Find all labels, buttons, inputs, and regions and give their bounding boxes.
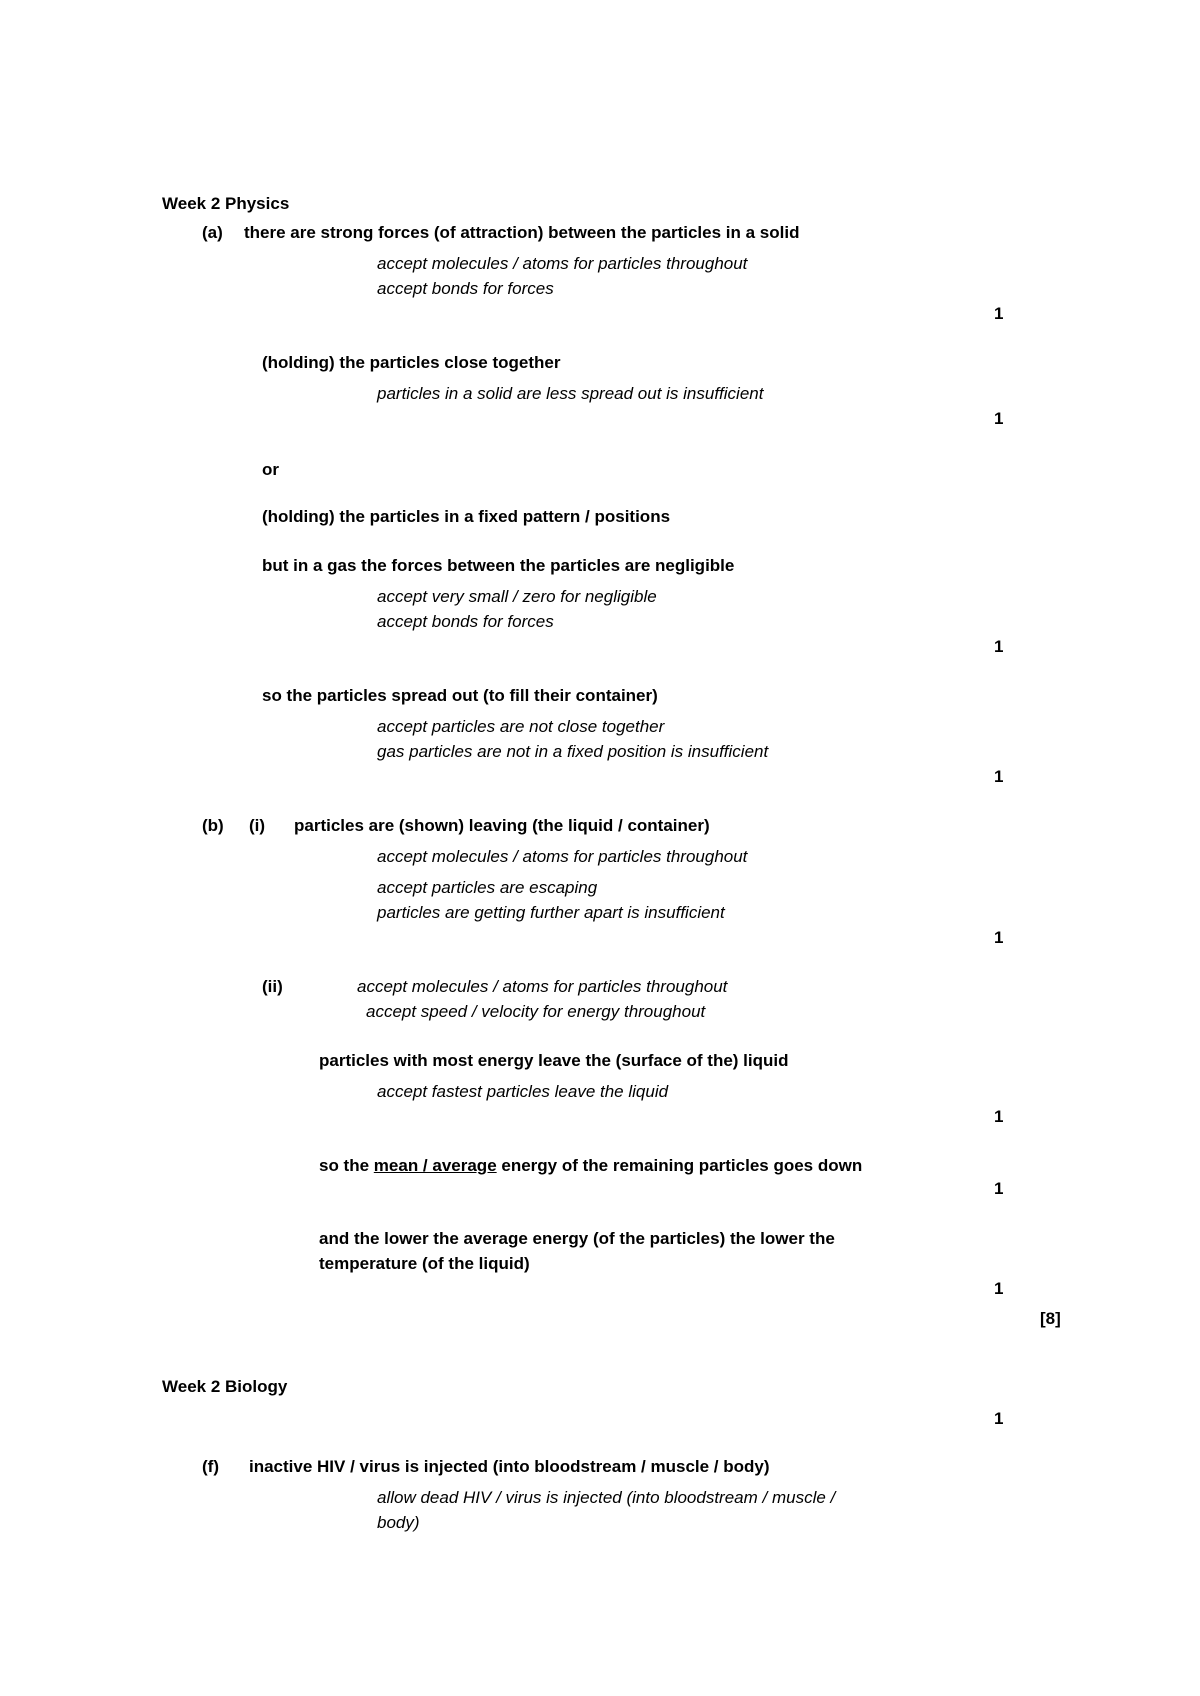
spread-out-answer: so the particles spread out (to fill their container) (262, 686, 658, 705)
gas-note-2: accept bonds for forces (377, 612, 554, 631)
part-b-ii-note-1: accept molecules / atoms for particles throughout (357, 977, 728, 996)
mean-energy-answer (319, 1157, 862, 1174)
mark-2: 1 (994, 409, 1004, 428)
mark-3: 1 (994, 637, 1004, 656)
part-b-i-note-2: accept particles are escaping (377, 878, 598, 897)
mean-prefix: so the (319, 1156, 374, 1175)
lower-energy-line-2: temperature (of the liquid) (319, 1254, 530, 1273)
or-text: or (262, 460, 279, 479)
spread-note-1: accept particles are not close together (377, 717, 665, 736)
mark-5: 1 (994, 928, 1004, 947)
mean-underlined: mean / average (373, 1156, 497, 1175)
gas-forces-answer: but in a gas the forces between the particles are negligible (262, 556, 735, 575)
most-energy-answer: particles with most energy leave the (surface of the) liquid (319, 1051, 789, 1070)
part-f-note-1: allow dead HIV / virus is injected (into bloodstream / muscle / (377, 1488, 836, 1507)
part-b-label: (b) (202, 816, 224, 835)
holding-fixed-answer: (holding) the particles in a fixed pattern / positions (262, 507, 671, 526)
biology-heading: Week 2 Biology (162, 1377, 288, 1396)
part-f-label: (f) (202, 1457, 219, 1476)
part-f-note-2: body) (377, 1513, 420, 1532)
holding-close-answer: (holding) the particles close together (262, 353, 561, 372)
part-b-ii-label: (ii) (262, 977, 283, 996)
part-b-ii-note-2: accept speed / velocity for energy throughout (366, 1002, 706, 1021)
physics-heading: Week 2 Physics (162, 194, 290, 213)
mark-1: 1 (994, 304, 1004, 323)
spread-note-2: gas particles are not in a fixed position is insufficient (377, 742, 769, 761)
total-marks: [8] (1040, 1309, 1061, 1328)
lower-energy-line-1: and the lower the average energy (of the particles) the lower the (319, 1229, 835, 1248)
part-a-label: (a) (202, 223, 223, 242)
mark-4: 1 (994, 767, 1004, 786)
part-a-note-2: accept bonds for forces (377, 279, 554, 298)
holding-close-note: particles in a solid are less spread out is insufficient (377, 384, 764, 403)
part-b-i-label: (i) (249, 816, 266, 835)
mark-8: 1 (994, 1279, 1004, 1298)
part-b-i-answer: particles are (shown) leaving (the liquid / container) (294, 816, 710, 835)
biology-mark-1: 1 (994, 1409, 1004, 1428)
most-energy-note: accept fastest particles leave the liquid (377, 1082, 669, 1101)
part-f-answer: inactive HIV / virus is injected (into bloodstream / muscle / body) (249, 1457, 770, 1476)
mark-6: 1 (994, 1107, 1004, 1126)
part-b-i-note-3: particles are getting further apart is insufficient (377, 903, 725, 922)
mean-suffix: energy of the remaining particles goes down (496, 1156, 863, 1175)
part-a-note-1: accept molecules / atoms for particles throughout (377, 254, 748, 273)
mark-7: 1 (994, 1179, 1004, 1198)
part-a-answer: there are strong forces (of attraction) between the particles in a solid (244, 223, 800, 242)
gas-note-1: accept very small / zero for negligible (377, 587, 657, 606)
part-b-i-note-1: accept molecules / atoms for particles throughout (377, 847, 748, 866)
